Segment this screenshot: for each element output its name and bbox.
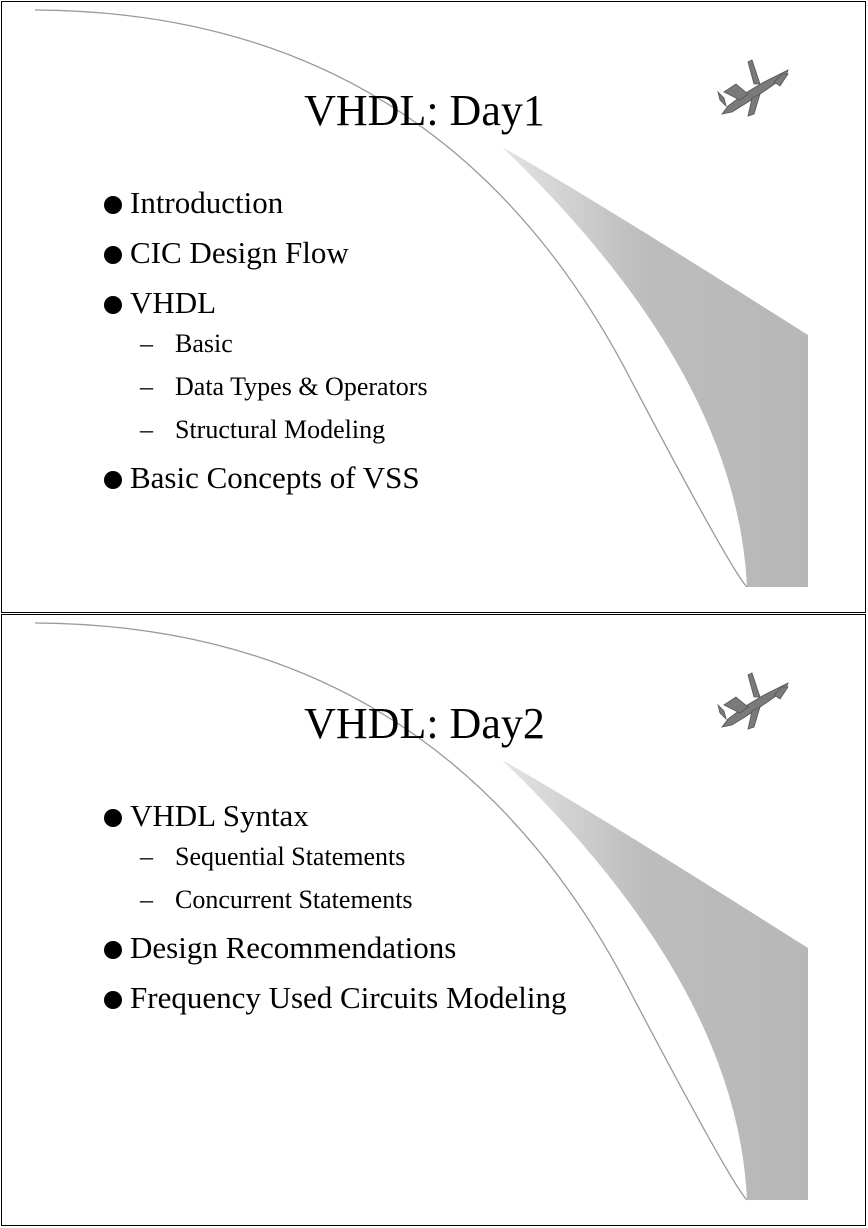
sub-bullet-item: [140, 414, 428, 446]
bullet-dot-icon: [104, 809, 122, 827]
bullet-item: [102, 979, 567, 1016]
dash-icon: –: [140, 885, 153, 914]
sub-bullet-item: [140, 884, 567, 916]
bullet-dot-icon: [104, 471, 122, 489]
bullet-text: Basic Concepts of VSS: [130, 460, 420, 495]
bullet-text: Design Recommendations: [130, 930, 457, 965]
bullet-text: CIC Design Flow: [130, 235, 349, 270]
bullet-item: [102, 284, 428, 446]
slide-day1: [1, 1, 866, 613]
slide-day2: [1, 614, 866, 1226]
dash-icon: –: [140, 842, 153, 871]
bullet-item: [102, 184, 428, 221]
bullet-item: [102, 459, 428, 496]
dash-icon: –: [140, 415, 153, 444]
bullet-dot-icon: [104, 246, 122, 264]
sub-bullet-text: Concurrent Statements: [175, 885, 413, 914]
bullet-dot-icon: [104, 941, 122, 959]
bullet-item: [102, 929, 567, 966]
slide-title: VHDL: Day1: [304, 86, 545, 135]
sub-bullet-text: Data Types & Operators: [175, 372, 428, 401]
sub-bullet-list: [130, 328, 428, 446]
bullet-item: [102, 797, 567, 916]
bullet-text: Introduction: [130, 185, 284, 220]
sub-bullet-item: [140, 841, 567, 873]
sub-bullet-text: Basic: [175, 329, 233, 358]
bullet-list: [102, 797, 567, 1029]
sub-bullet-text: Sequential Statements: [175, 842, 406, 871]
sub-bullet-text: Structural Modeling: [175, 415, 386, 444]
bullet-text: Frequency Used Circuits Modeling: [130, 980, 567, 1015]
dash-icon: –: [140, 372, 153, 401]
sub-bullet-list: [130, 841, 567, 916]
sub-bullet-item: [140, 328, 428, 360]
bullet-dot-icon: [104, 991, 122, 1009]
bullet-text: VHDL: [130, 285, 217, 320]
dash-icon: –: [140, 329, 153, 358]
bullet-item: [102, 234, 428, 271]
bullet-dot-icon: [104, 296, 122, 314]
bullet-dot-icon: [104, 196, 122, 214]
sub-bullet-item: [140, 371, 428, 403]
bullet-list: [102, 184, 428, 509]
bullet-text: VHDL Syntax: [130, 798, 309, 833]
slide-title: VHDL: Day2: [304, 699, 545, 748]
